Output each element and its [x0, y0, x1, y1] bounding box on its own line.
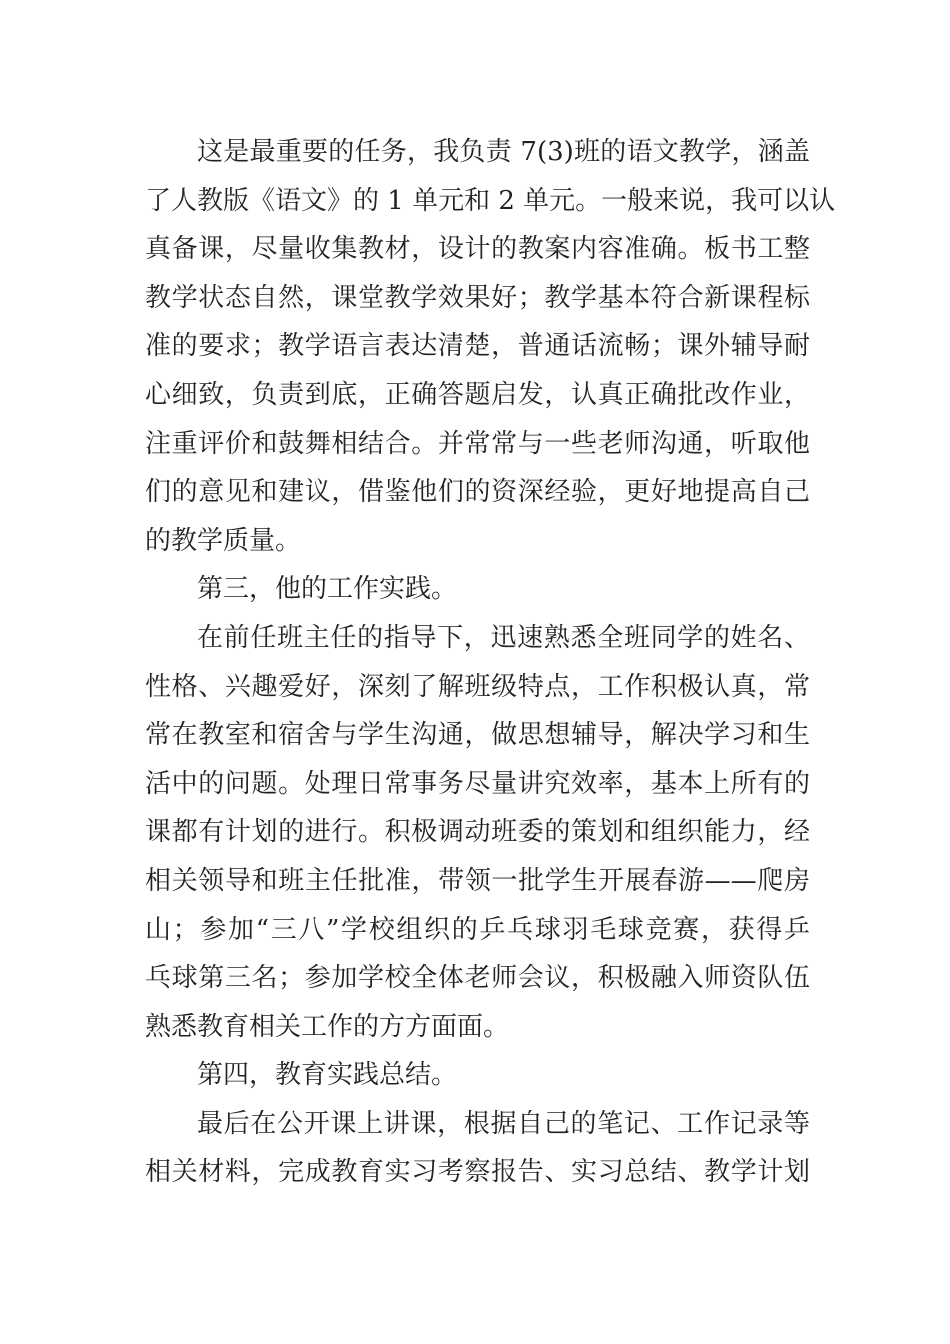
text-line: 山；参加“三八”学校组织的乒乓球羽毛球竞赛，获得乒 — [145, 914, 810, 945]
text-line: 心细致，负责到底，正确答题启发，认真正确批改作业， — [145, 379, 810, 410]
text-line: 的教学质量。 — [145, 525, 302, 556]
text-line: 这是最重要的任务，我负责 7(3)班的语文教学，涵盖 — [197, 137, 810, 167]
text-line: 了人教版《语文》的 1 单元和 2 单元。一般来说，我可以认 — [145, 185, 836, 216]
text-line: 最后在公开课上讲课，根据自己的笔记、工作记录等 — [197, 1108, 810, 1139]
text-line: 课都有计划的进行。积极调动班委的策划和组织能力，经 — [145, 817, 810, 848]
text-line: 教学状态自然，课堂教学效果好；教学基本符合新课程标 — [145, 282, 810, 313]
text-line: 常在教室和宿舍与学生沟通，做思想辅导，解决学习和生 — [145, 720, 810, 751]
text-line: 相关材料，完成教育实习考察报告、实习总结、教学计划 — [145, 1157, 810, 1188]
section-heading: 第四，教育实践总结。 — [197, 1060, 458, 1091]
text-line: 注重评价和鼓舞相结合。并常常与一些老师沟通，听取他 — [145, 428, 810, 459]
text-line: 相关领导和班主任批准，带领一批学生开展春游——爬房 — [145, 865, 810, 896]
section-heading: 第三，他的工作实践。 — [197, 574, 458, 605]
body-text — [145, 128, 836, 1197]
text-line: 在前任班主任的指导下，迅速熟悉全班同学的姓名、 — [197, 622, 810, 653]
text-line: 熟悉教育相关工作的方方面面。 — [145, 1011, 510, 1042]
text-line: 乓球第三名；参加学校全体老师会议，积极融入师资队伍 — [145, 963, 810, 994]
text-line: 们的意见和建议，借鉴他们的资深经验，更好地提高自己 — [145, 477, 810, 508]
text-line: 真备课，尽量收集教材，设计的教案内容准确。板书工整 — [145, 234, 810, 265]
text-line: 准的要求；教学语言表达清楚，普通话流畅；课外辅导耐 — [145, 331, 810, 362]
text-line: 活中的问题。处理日常事务尽量讲究效率，基本上所有的 — [145, 768, 810, 799]
text-line: 性格、兴趣爱好，深刻了解班级特点，工作积极认真，常 — [145, 671, 810, 702]
